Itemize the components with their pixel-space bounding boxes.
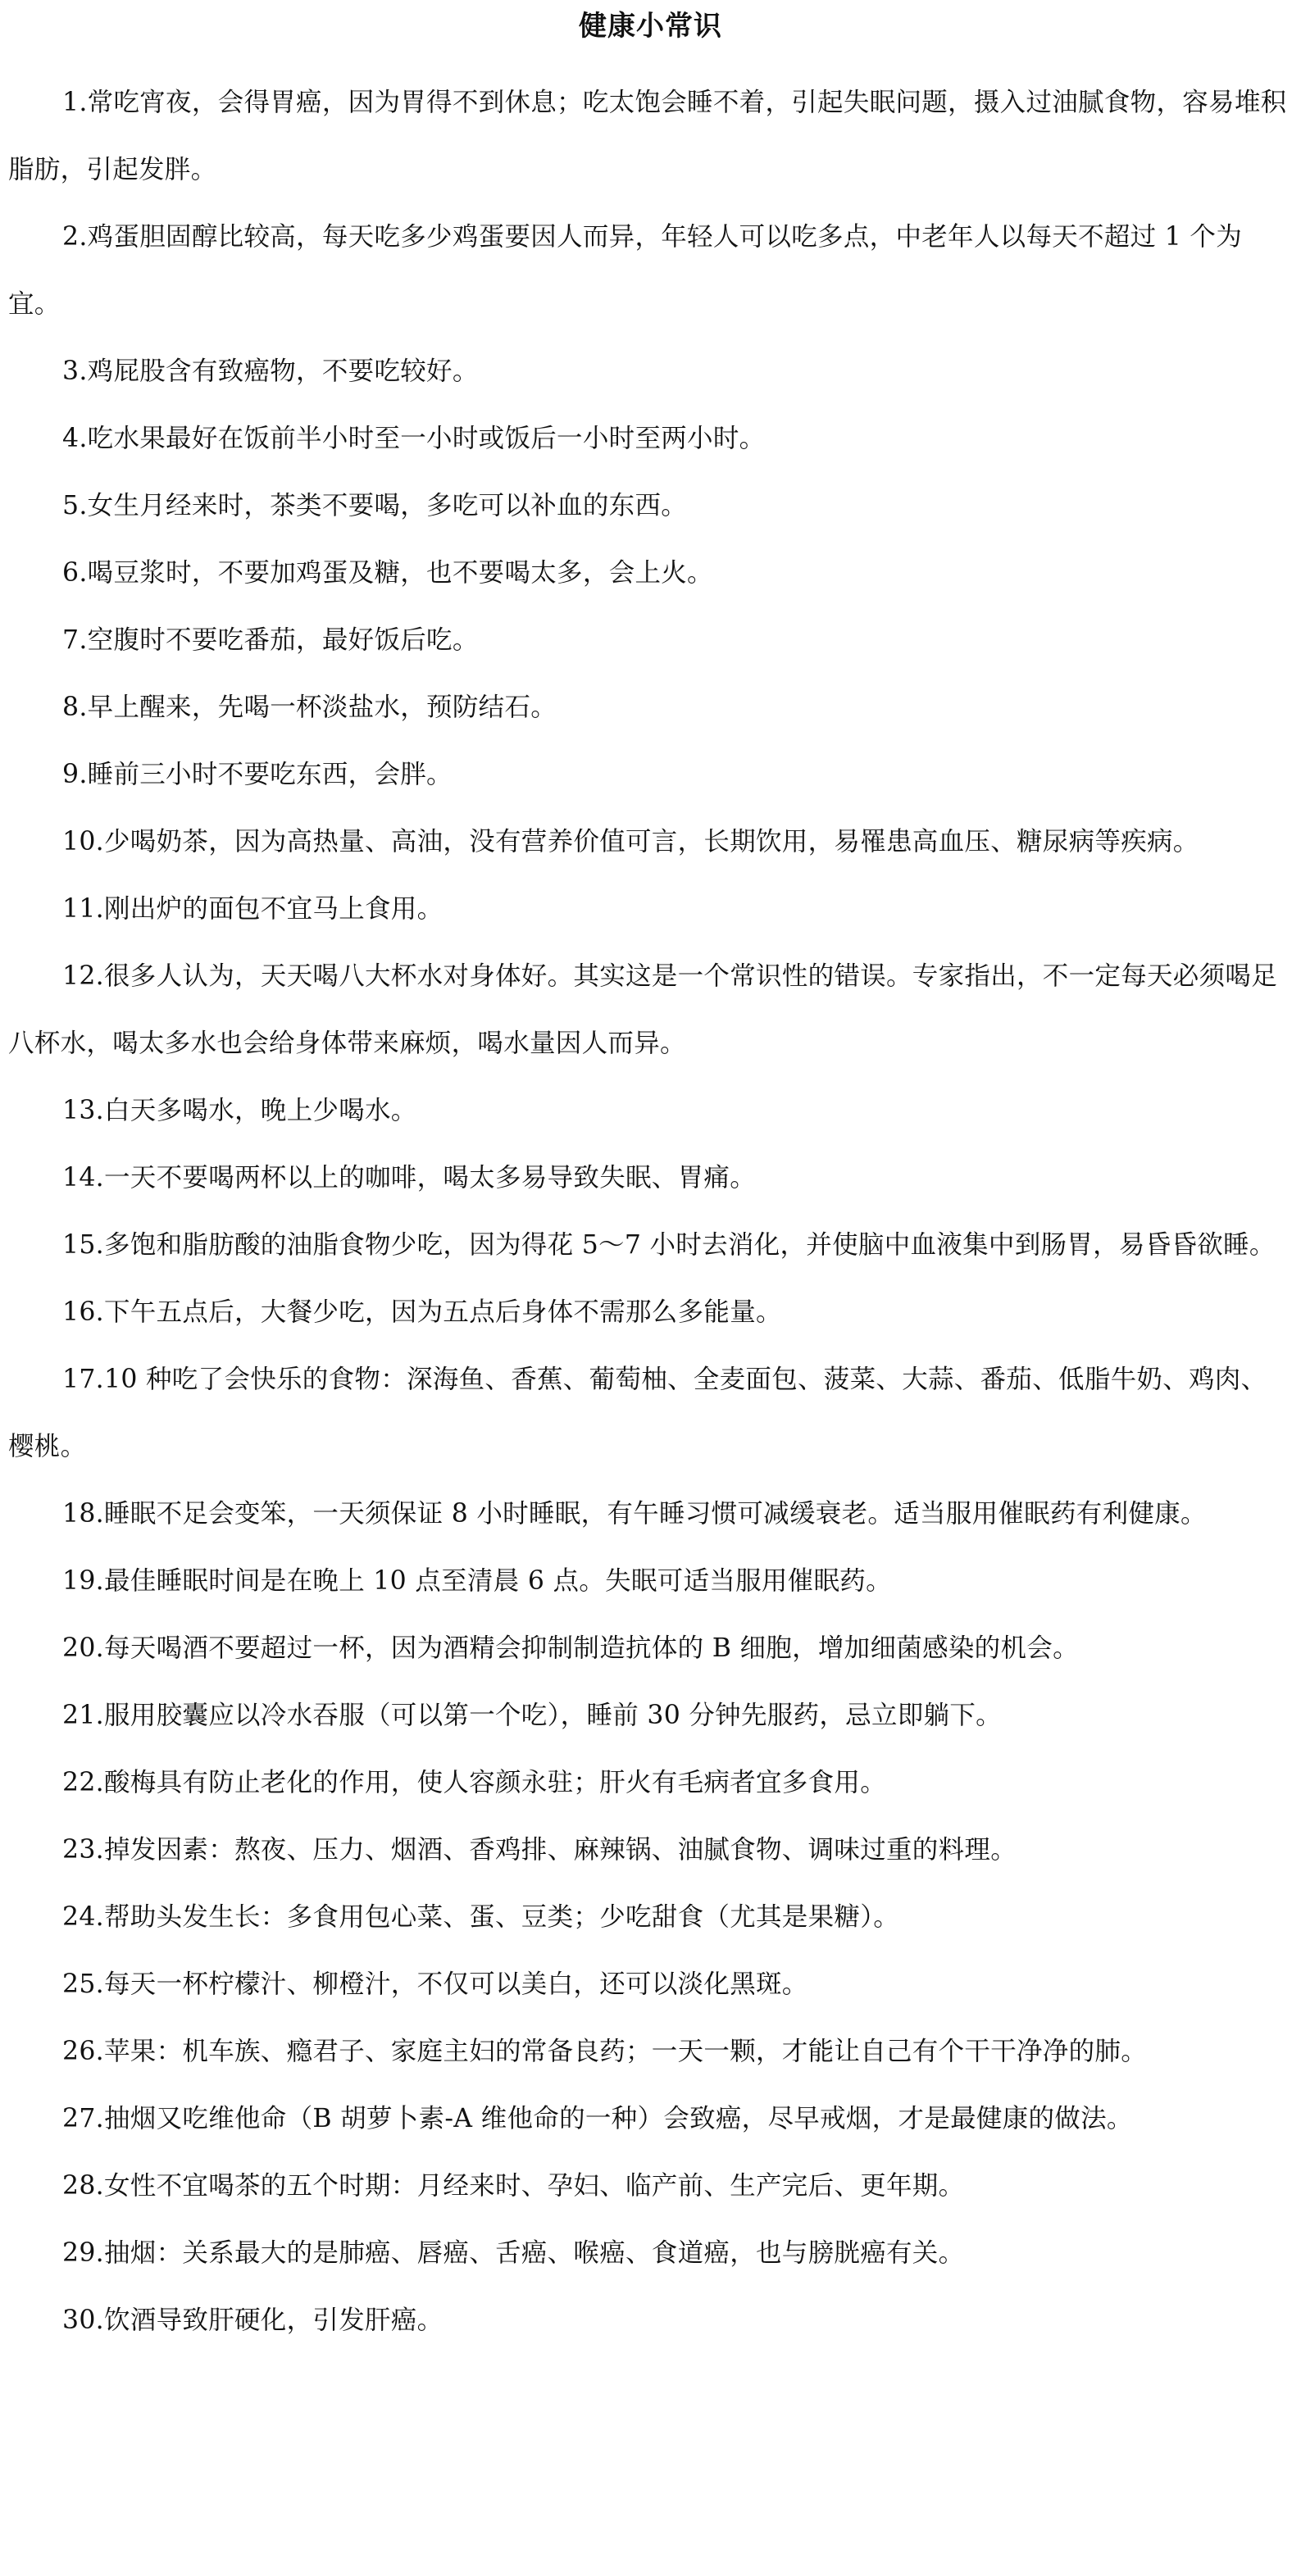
tip-item: 21.服用胶囊应以冷水吞服（可以第一个吃），睡前 30 分钟先服药，忌立即躺下。 <box>62 1701 1002 1730</box>
tip-item: 9.睡前三小时不要吃东西，会胖。 <box>62 760 453 789</box>
tip-item: 5.女生月经来时，茶类不要喝，多吃可以补血的东西。 <box>62 491 688 520</box>
tip-item: 12.很多人认为，天天喝八大杯水对身体好。其实这是一个常识性的错误。专家指出，不一定每天必须喝足八杯水，喝太多水也会给身体带来麻烦，喝水量因人而异。 <box>8 961 1277 1058</box>
tip-item: 1.常吃宵夜，会得胃癌，因为胃得不到休息；吃太饱会睡不着，引起失眠问题，摄入过油腻食物，容易堆积脂肪，引起发胖。 <box>8 88 1287 184</box>
tip-item: 29.抽烟：关系最大的是肺癌、唇癌、舌癌、喉癌、食道癌，也与膀胱癌有关。 <box>62 2238 965 2268</box>
tip-item: 6.喝豆浆时，不要加鸡蛋及糖，也不要喝太多，会上火。 <box>62 558 713 588</box>
tip-item: 25.每天一杯柠檬汁、柳橙汁，不仅可以美白，还可以淡化黑斑。 <box>62 1969 808 1999</box>
tip-item: 30.饮酒导致肝硬化，引发肝癌。 <box>62 2306 444 2335</box>
tip-item: 19.最佳睡眠时间是在晚上 10 点至清晨 6 点。失眠可适当服用催眠药。 <box>62 1566 892 1596</box>
tip-item: 4.吃水果最好在饭前半小时至一小时或饭后一小时至两小时。 <box>62 424 766 453</box>
tip-item: 10.少喝奶茶，因为高热量、高油，没有营养价值可言，长期饮用，易罹患高血压、糖尿病等疾病。 <box>62 827 1199 856</box>
tip-item: 3.鸡屁股含有致癌物，不要吃较好。 <box>62 357 479 386</box>
tip-item: 16.下午五点后，大餐少吃，因为五点后身体不需那么多能量。 <box>62 1297 782 1327</box>
tip-item: 2.鸡蛋胆固醇比较高，每天吃多少鸡蛋要因人而异，年轻人可以吃多点，中老年人以每天不超过 1 个为宜。 <box>8 222 1243 319</box>
tips-list <box>8 69 1293 2354</box>
tip-item: 24.帮助头发生长：多食用包心菜、蛋、豆类；少吃甜食（尤其是果糖）。 <box>62 1902 900 1932</box>
tip-item: 7.空腹时不要吃番茄，最好饭后吃。 <box>62 625 479 655</box>
tip-item: 18.睡眠不足会变笨，一天须保证 8 小时睡眠，有午睡习惯可减缓衰老。适当服用催眠药有利健康。 <box>62 1499 1207 1529</box>
tip-item: 14.一天不要喝两杯以上的咖啡，喝太多易导致失眠、胃痛。 <box>62 1163 756 1193</box>
tip-item: 26.苹果：机车族、瘾君子、家庭主妇的常备良药；一天一颗，才能让自己有个干干净净的肺。 <box>62 2037 1147 2066</box>
tip-item: 27.抽烟又吃维他命（B 胡萝卜素-A 维他命的一种）会致癌，尽早戒烟，才是最健康的做法。 <box>62 2104 1133 2133</box>
tip-item: 13.白天多喝水，晚上少喝水。 <box>62 1096 417 1125</box>
tip-item: 17.10 种吃了会快乐的食物：深海鱼、香蕉、葡萄柚、全麦面包、菠菜、大蒜、番茄、低脂牛奶、鸡肉、樱桃。 <box>8 1365 1267 1461</box>
tip-item: 11.刚出炉的面包不宜马上食用。 <box>62 894 444 924</box>
tip-item: 8.早上醒来，先喝一杯淡盐水，预防结石。 <box>62 693 557 722</box>
tip-item: 22.酸梅具有防止老化的作用，使人容颜永驻；肝火有毛病者宜多食用。 <box>62 1768 886 1797</box>
tip-item: 23.掉发因素：熬夜、压力、烟酒、香鸡排、麻辣锅、油腻食物、调味过重的料理。 <box>62 1835 1017 1865</box>
tip-item: 15.多饱和脂肪酸的油脂食物少吃，因为得花 5～7 小时去消化，并使脑中血液集中到肠胃，易昏昏欲睡。 <box>62 1230 1276 1260</box>
document-title: 健康小常识 <box>579 10 722 43</box>
tip-item: 28.女性不宜喝茶的五个时期：月经来时、孕妇、临产前、生产完后、更年期。 <box>62 2171 965 2201</box>
tip-item: 20.每天喝酒不要超过一杯，因为酒精会抑制制造抗体的 B 细胞，增加细菌感染的机会。 <box>62 1633 1079 1663</box>
